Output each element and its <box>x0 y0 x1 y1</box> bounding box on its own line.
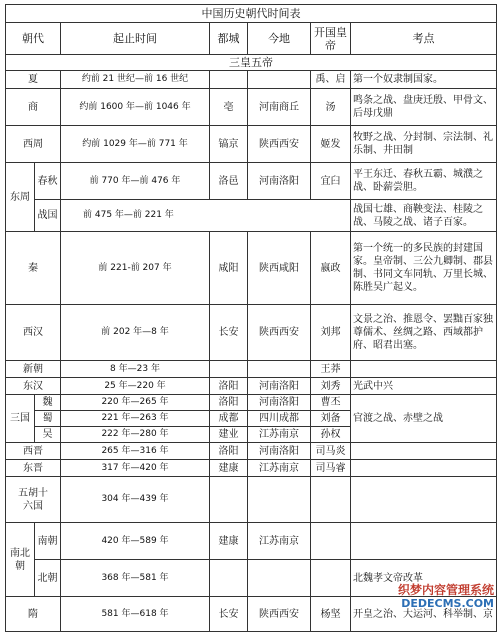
capital: 镐京 <box>210 126 248 163</box>
period: 221 年—263 年 <box>61 411 210 427</box>
today-location: 江苏南京 <box>248 523 311 560</box>
founder: 刘邦 <box>311 305 351 361</box>
period: 581 年—618 年 <box>61 597 210 632</box>
header-today: 今地 <box>248 23 311 55</box>
section-label: 三皇五帝 <box>6 55 497 71</box>
capital: 建康 <box>210 460 248 477</box>
period: 前 221-前 207 年 <box>61 232 210 305</box>
founder: 杨坚 <box>311 597 351 632</box>
today-location <box>248 71 311 89</box>
exam-points: 北魏孝文帝改革 <box>351 560 497 597</box>
dynasty-name: 春秋 <box>35 163 61 200</box>
capital: 长安 <box>210 597 248 632</box>
exam-points: 战国七雄、商鞅变法、桂陵之战、马陵之战、诸子百家。 <box>351 200 497 232</box>
dynasty-name: 魏 <box>35 395 61 411</box>
founder: 汤 <box>311 89 351 126</box>
period: 304 年—439 年 <box>61 477 210 523</box>
today-location: 河南洛阳 <box>248 163 311 200</box>
table-row <box>6 460 497 477</box>
table-row <box>6 443 497 460</box>
exam-points: 开皇之治、大运河、科举制、京 <box>351 597 497 632</box>
period: 220 年—265 年 <box>61 395 210 411</box>
period: 8 年—23 年 <box>61 361 210 378</box>
dynasty-name: 西周 <box>6 126 61 163</box>
dynasty-name: 东汉 <box>6 378 61 395</box>
today-location: 陕西西安 <box>248 126 311 163</box>
capital <box>210 560 248 597</box>
today-location: 陕西咸阳 <box>248 232 311 305</box>
dynasty-group-name: 三国 <box>6 395 35 443</box>
capital: 成都 <box>210 411 248 427</box>
dynasty-name: 西汉 <box>6 305 61 361</box>
period: 约前 21 世纪—前 16 世纪 <box>61 71 210 89</box>
watermark-line1: 织梦内容管理系统 <box>397 583 494 597</box>
exam-points <box>351 477 497 523</box>
period: 约前 1029 年—前 771 年 <box>61 126 210 163</box>
dynasty-group-name: 东周 <box>6 163 35 232</box>
capital: 建业 <box>210 427 248 443</box>
header-capital: 都城 <box>210 23 248 55</box>
period: 222 年—280 年 <box>61 427 210 443</box>
capital: 长安 <box>210 305 248 361</box>
dynasty-name: 新朝 <box>6 361 61 378</box>
capital: 洛阳 <box>210 395 248 411</box>
today-location: 四川成都 <box>248 411 311 427</box>
period: 前 202 年—8 年 <box>61 305 210 361</box>
watermark <box>398 583 494 611</box>
dynasty-name: 商 <box>6 89 61 126</box>
capital: 洛邑 <box>210 163 248 200</box>
dynasty-name: 东晋 <box>6 460 61 477</box>
founder: 禹、启 <box>311 71 351 89</box>
dynasty-name: 夏 <box>6 71 61 89</box>
period: 420 年—589 年 <box>61 523 210 560</box>
period: 25 年—220 年 <box>61 378 210 395</box>
today-location: 河南商丘 <box>248 89 311 126</box>
header-points: 考点 <box>351 23 497 55</box>
header-row <box>6 23 497 55</box>
founder <box>311 523 351 560</box>
capital: 建康 <box>210 523 248 560</box>
today-location: 江苏南京 <box>248 460 311 477</box>
founder <box>311 477 351 523</box>
today-location: 江苏南京 <box>248 427 311 443</box>
exam-points <box>351 460 497 477</box>
table-row <box>6 305 497 361</box>
dynasty-name: 蜀 <box>35 411 61 427</box>
founder: 王莽 <box>311 361 351 378</box>
dynasty-name: 北朝 <box>35 560 61 597</box>
table-row <box>6 126 497 163</box>
table-row <box>6 200 497 232</box>
capital: 亳 <box>210 89 248 126</box>
dynasty-name: 南朝 <box>35 523 61 560</box>
founder: 刘秀 <box>311 378 351 395</box>
period: 前 475 年—前 221 年 <box>61 200 351 232</box>
period: 368 年—581 年 <box>61 560 210 597</box>
header-dynasty: 朝代 <box>6 23 61 55</box>
table-row <box>6 71 497 89</box>
capital: 洛阳 <box>210 443 248 460</box>
dynasty-name: 隋 <box>6 597 61 632</box>
exam-points: 文景之治、推恩令、罢黜百家独尊儒术、丝绸之路、西域都护府、昭君出塞。 <box>351 305 497 361</box>
exam-points: 平王东迁、春秋五霸、城濮之战、卧薪尝胆。 <box>351 163 497 200</box>
dynasty-name: 战国 <box>35 200 61 232</box>
table-row <box>6 232 497 305</box>
table-row <box>6 523 497 560</box>
period: 前 770 年—前 476 年 <box>61 163 210 200</box>
founder: 司马睿 <box>311 460 351 477</box>
founder: 嬴政 <box>311 232 351 305</box>
period: 317 年—420 年 <box>61 460 210 477</box>
founder: 刘备 <box>311 411 351 427</box>
table-row <box>6 477 497 523</box>
capital: 咸阳 <box>210 232 248 305</box>
dynasty-name: 秦 <box>6 232 61 305</box>
today-location: 河南洛阳 <box>248 378 311 395</box>
table-title-row <box>6 5 497 23</box>
period: 265 年—316 年 <box>61 443 210 460</box>
founder: 司马炎 <box>311 443 351 460</box>
dynasty-name: 西晋 <box>6 443 61 460</box>
table-row <box>6 89 497 126</box>
table-row <box>6 395 497 411</box>
today-location: 河南洛阳 <box>248 395 311 411</box>
exam-points: 第一个奴隶制国家。 <box>351 71 497 89</box>
founder: 姬发 <box>311 126 351 163</box>
period: 约前 1600 年—前 1046 年 <box>61 89 210 126</box>
watermark-line2: DEDECMS.COM <box>401 597 494 610</box>
today-location <box>248 361 311 378</box>
founder <box>311 560 351 597</box>
table-row <box>6 361 497 378</box>
capital <box>210 71 248 89</box>
exam-points <box>351 443 497 460</box>
today-location <box>248 560 311 597</box>
dynasty-name: 吴 <box>35 427 61 443</box>
founder: 宜臼 <box>311 163 351 200</box>
exam-points <box>351 361 497 378</box>
capital <box>210 361 248 378</box>
dynasty-group-name: 南北朝 <box>6 523 35 597</box>
dynasty-table <box>5 4 497 632</box>
exam-points: 官渡之战、赤壁之战 <box>351 395 497 443</box>
exam-points: 第一个统一的多民族的封建国家。皇帝制、三公九卿制、郡县制、书同文车同轨、万里长城、陈胜吴广起义。 <box>351 232 497 305</box>
table-title: 中国历史朝代时间表 <box>6 5 497 23</box>
founder: 曹丕 <box>311 395 351 411</box>
exam-points: 鸣条之战、盘庚迁殷、甲骨文、后母戊鼎 <box>351 89 497 126</box>
today-location: 河南洛阳 <box>248 443 311 460</box>
section-row <box>6 55 497 71</box>
header-founder: 开国皇帝 <box>311 23 351 55</box>
exam-points: 光武中兴 <box>351 378 497 395</box>
today-location: 陕西西安 <box>248 597 311 632</box>
capital: 洛阳 <box>210 378 248 395</box>
today-location: 陕西西安 <box>248 305 311 361</box>
exam-points: 牧野之战、分封制、宗法制、礼乐制、井田制 <box>351 126 497 163</box>
dynasty-name: 五胡十六国 <box>6 477 61 523</box>
exam-points <box>351 523 497 560</box>
table-row <box>6 163 497 200</box>
today-location <box>248 477 311 523</box>
capital <box>210 477 248 523</box>
header-period: 起止时间 <box>61 23 210 55</box>
founder: 孙权 <box>311 427 351 443</box>
table-row <box>6 378 497 395</box>
